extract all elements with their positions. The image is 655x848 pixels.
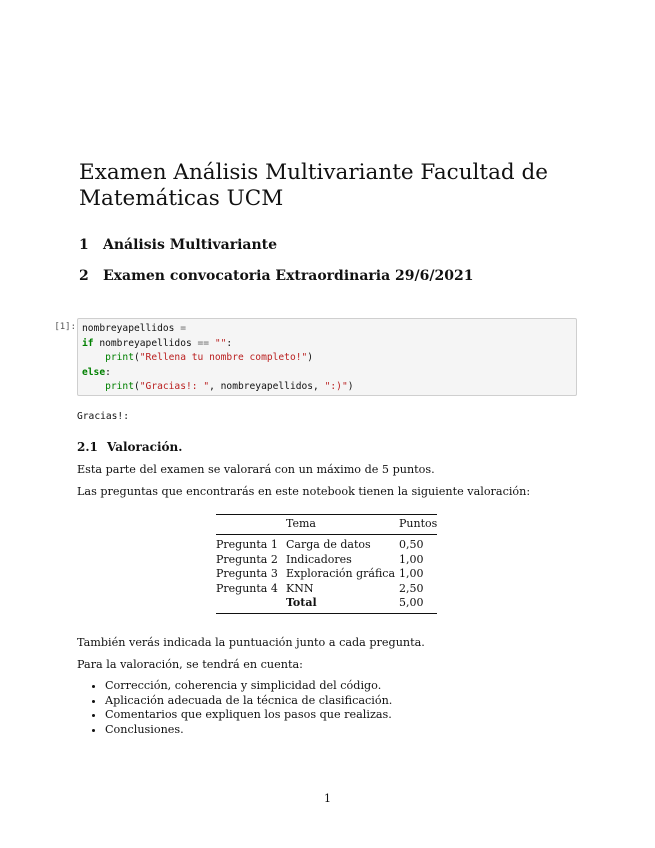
code-block: nombreyapellidos = if nombreyapellidos == "": print("Rellena tu nombre completo!") else: print("Gracias!: ", nombreyapellidos, ":)") bbox=[82, 323, 354, 392]
table-cell: 0,50 bbox=[399, 538, 424, 551]
table-cell-total-value: 5,00 bbox=[399, 596, 424, 609]
table-row bbox=[216, 535, 437, 553]
table-cell: KNN bbox=[286, 581, 314, 595]
table-cell: Pregunta 1 bbox=[216, 538, 278, 551]
document-title: Examen Análisis Multivariante Facultad de Matemáticas UCM bbox=[79, 160, 548, 211]
subsection-number: 2.1 bbox=[77, 440, 98, 454]
paragraph-intro-table: Las preguntas que encontrarás en este notebook tienen la siguiente valoración: bbox=[77, 485, 531, 498]
table-header: Puntos bbox=[399, 517, 438, 530]
criteria-list bbox=[88, 679, 392, 737]
table-cell: 1,00 bbox=[399, 552, 424, 566]
list-item: • Comentarios que expliquen los pasos que realizas. bbox=[105, 708, 392, 723]
section-label: Análisis Multivariante bbox=[103, 237, 278, 253]
table-cell bbox=[216, 596, 286, 613]
paragraph-criteria-intro: Para la valoración, se tendrá en cuenta: bbox=[77, 658, 303, 671]
section-heading-1 bbox=[79, 237, 277, 253]
table-cell-total-label: Total bbox=[286, 596, 317, 609]
subsection-label: Valoración. bbox=[107, 440, 183, 454]
cell-output: Gracias!: bbox=[77, 411, 129, 422]
table-row-total bbox=[216, 596, 437, 613]
table-cell: Carga de datos bbox=[286, 538, 371, 551]
section-heading-2 bbox=[79, 268, 473, 284]
table-row bbox=[216, 582, 437, 597]
table-cell: Pregunta 2 bbox=[216, 552, 278, 566]
scoring-table bbox=[216, 514, 437, 614]
cell-prompt: [1]: bbox=[54, 322, 76, 332]
code-cell[interactable] bbox=[77, 318, 577, 396]
paragraph-max-points: Esta parte del examen se valorará con un máximo de 5 puntos. bbox=[77, 463, 435, 476]
table-header-row bbox=[216, 515, 437, 535]
table-cell: Exploración gráfica bbox=[286, 567, 396, 580]
table-row bbox=[216, 567, 437, 582]
paragraph-points-note: También verás indicada la puntuación junto a cada pregunta. bbox=[77, 636, 425, 649]
list-item: • Corrección, coherencia y simplicidad del código. bbox=[105, 679, 392, 694]
list-item: • Conclusiones. bbox=[105, 723, 392, 738]
table-cell: Pregunta 4 bbox=[216, 581, 278, 595]
section-number: 2 bbox=[79, 268, 89, 284]
table-cell: Indicadores bbox=[286, 552, 352, 566]
section-label: Examen convocatoria Extraordinaria 29/6/2021 bbox=[103, 268, 474, 284]
list-item: • Aplicación adecuada de la técnica de clasificación. bbox=[105, 694, 392, 709]
table-row bbox=[216, 553, 437, 568]
table-cell: 1,00 bbox=[399, 567, 424, 580]
page-number: 1 bbox=[324, 792, 331, 805]
subsection-heading bbox=[77, 440, 182, 454]
table-header bbox=[216, 515, 286, 535]
table-header: Tema bbox=[286, 517, 316, 530]
table-cell: Pregunta 3 bbox=[216, 567, 278, 580]
table-cell: 2,50 bbox=[399, 581, 424, 595]
section-number: 1 bbox=[79, 237, 89, 253]
